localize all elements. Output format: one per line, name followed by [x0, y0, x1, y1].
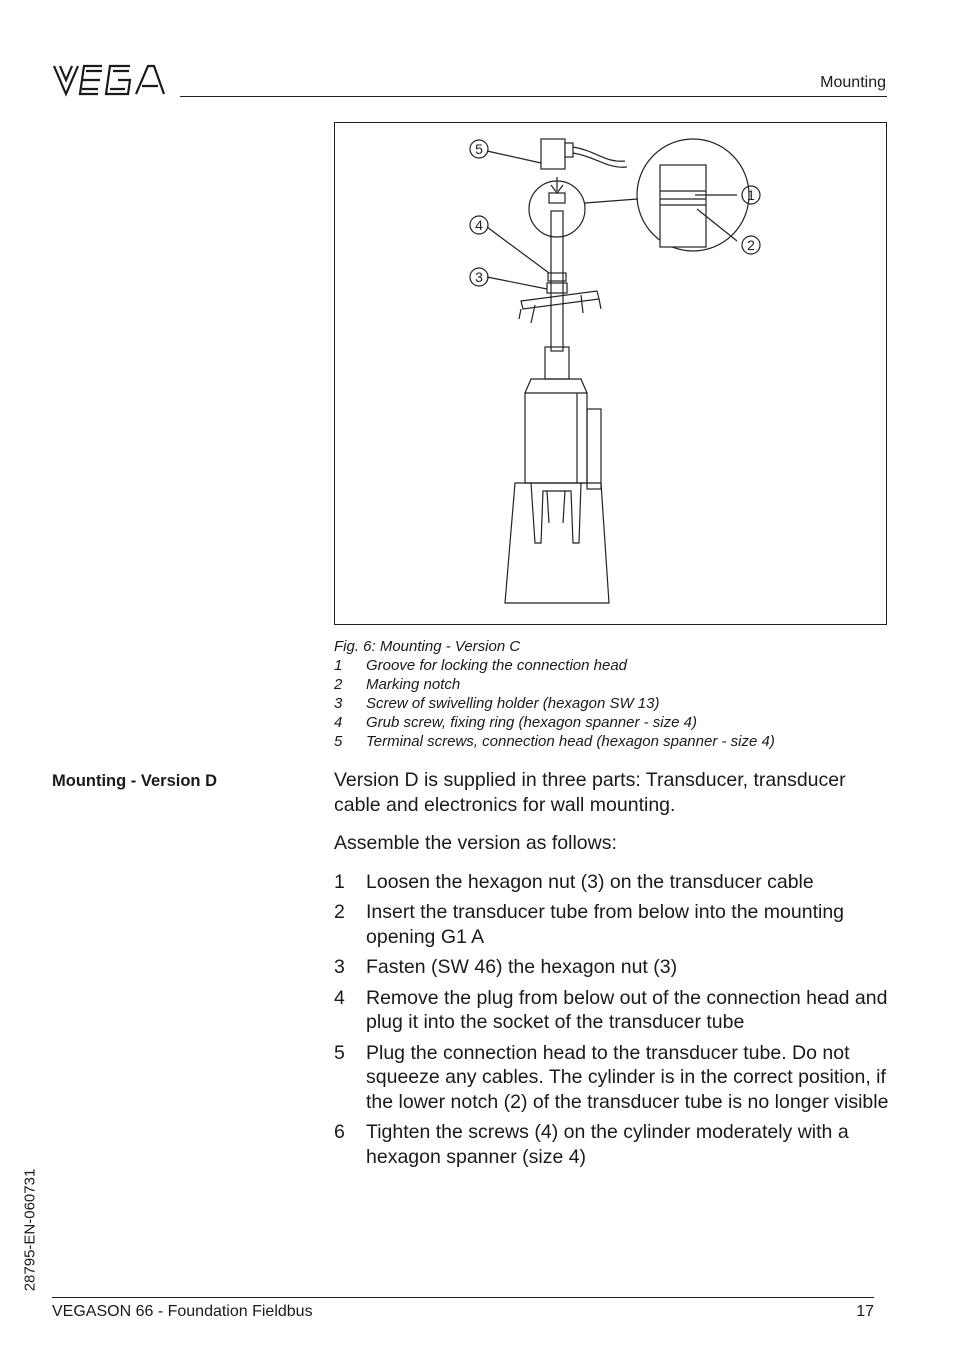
legend-text: Screw of swivelling holder (hexagon SW 13): [366, 695, 660, 712]
legend-num: 5: [334, 733, 343, 750]
page-number: 17: [856, 1303, 874, 1320]
intro-paragraph: Version D is supplied in three parts: Transducer, transducer cable and electronics for wall mounting.: [334, 769, 846, 816]
legend-item: [334, 656, 894, 675]
mounting-figure: [334, 122, 887, 625]
callout-3: 3: [475, 269, 483, 285]
step-num: 3: [334, 956, 345, 978]
lead-paragraph: Assemble the version as follows:: [334, 832, 617, 854]
doc-id-vertical: [18, 1160, 42, 1300]
figure-caption: [334, 637, 894, 751]
legend-text: Marking notch: [366, 676, 461, 693]
header-section-label: Mounting: [820, 74, 886, 91]
legend-item: [334, 675, 894, 694]
step-num: 1: [334, 870, 345, 893]
step-num: 4: [334, 986, 345, 1009]
step-num: 6: [334, 1121, 345, 1143]
legend-text: Groove for locking the connection head: [366, 657, 627, 674]
side-heading: Mounting - Version D: [52, 772, 217, 790]
doc-id-text: 28795-EN-060731: [21, 1168, 39, 1292]
legend-text: Grub screw, fixing ring (hexagon spanner - size 4): [366, 714, 697, 731]
caption-title: Fig. 6: Mounting - Version C: [334, 638, 521, 655]
footer-title: VEGASON 66 - Foundation Fieldbus: [52, 1303, 313, 1320]
step-text: Remove the plug from below out of the connection head and plug it into the socket of the transducer tube: [366, 986, 888, 1033]
vega-logo: [50, 62, 168, 98]
legend-num: 1: [334, 657, 343, 674]
body-text: [334, 768, 894, 1175]
legend-text: Terminal screws, connection head (hexagon spanner - size 4): [366, 733, 775, 750]
footer-rule: [52, 1297, 874, 1298]
legend-num: 4: [334, 714, 343, 731]
callout-5: 5: [475, 141, 483, 157]
step-item: [334, 1041, 894, 1115]
step-item: [334, 1120, 894, 1169]
legend-num: 3: [334, 695, 343, 712]
step-num: 2: [334, 901, 345, 923]
step-item: [334, 900, 894, 949]
legend-item: [334, 713, 894, 732]
step-item: [334, 986, 894, 1035]
step-text: Tighten the screws (4) on the cylinder moderately with a hexagon spanner (size 4): [366, 1121, 849, 1168]
step-item: [334, 870, 894, 895]
callout-2: 2: [747, 237, 755, 253]
step-text: Loosen the hexagon nut (3) on the transducer cable: [366, 870, 814, 893]
step-text: Plug the connection head to the transducer tube. Do not squeeze any cables. The cylinder is in the correct position, if the lower notch (2) of the transducer tube is no longer visible: [366, 1041, 889, 1113]
step-text: Insert the transducer tube from below into the mounting opening G1 A: [366, 901, 845, 948]
callout-4: 4: [475, 217, 483, 233]
header-rule: [180, 96, 887, 97]
callout-1: 1: [747, 187, 755, 203]
legend-num: 2: [334, 676, 343, 693]
step-item: [334, 955, 894, 980]
legend-item: [334, 694, 894, 713]
step-text: Fasten (SW 46) the hexagon nut (3): [366, 956, 678, 978]
legend-item: [334, 732, 894, 751]
step-num: 5: [334, 1041, 345, 1064]
